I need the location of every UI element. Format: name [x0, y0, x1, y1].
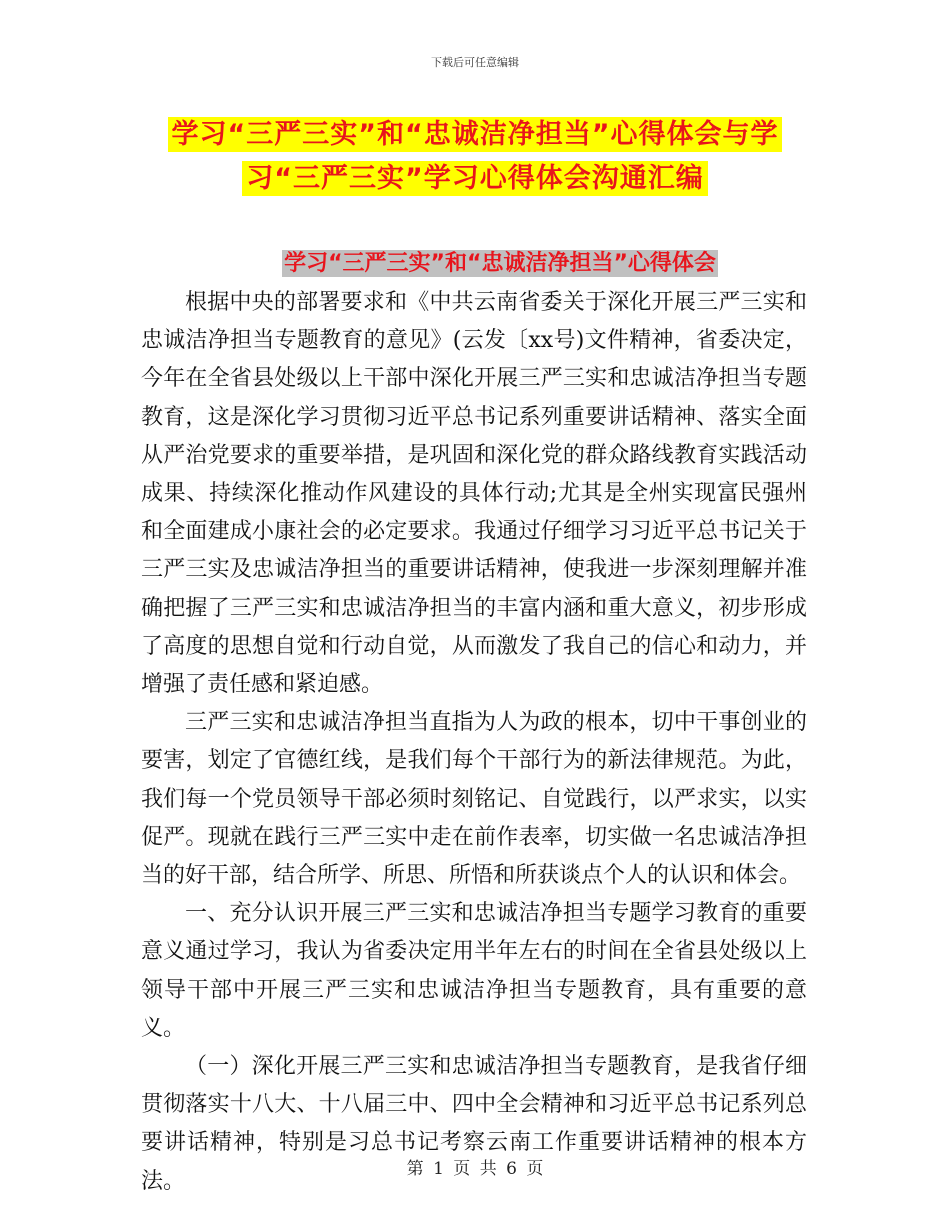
page-header-note: 下载后可任意编辑 — [431, 56, 519, 69]
body-paragraph-4: （一）深化开展三严三实和忠诚洁净担当专题教育，是我省仔细贯彻落实十八大、十八届三中、四中全会精神和习近平总书记系列总要讲话精神，特别是习总书记考察云南工作重要讲话精神的根本方法。 — [141, 1054, 807, 1194]
document-title-line-2 — [0, 156, 950, 195]
body-paragraph-2: 三严三实和忠诚洁净担当直指为人为政的根本，切中干事创业的要害，划定了官德红线，是我们每个干部行为的新法律规范。为此，我们每一个党员领导干部必须时刻铭记、自觉践行，以严求实，以实促严。现就在践行三严三实中走在前作表率，切实做一名忠诚洁净担当的好干部，结合所学、所思、所悟和所获谈点个人的认识和体会。 — [141, 710, 807, 889]
subtitle-text: 学习“三严三实”和“忠诚洁净担当”心得体会 — [284, 251, 716, 276]
document-title-line-1 — [0, 112, 950, 151]
body-paragraph-3: 一、充分认识开展三严三实和忠诚洁净担当专题学习教育的重要意义通过学习，我认为省委决定用半年左右的时间在全省县处级以上领导干部中开展三严三实和忠诚洁净担当专题教育，具有重要的意义。 — [141, 901, 807, 1041]
section-subtitle — [0, 246, 950, 277]
body-paragraph-1: 根据中央的部署要求和《中共云南省委关于深化开展三严三实和忠诚洁净担当专题教育的意见》(云发〔xx号)文件精神，省委决定，今年在全省县处级以上干部中深化开展三严三实和忠诚洁净担当专题教育，这是深化学习贯彻习近平总书记系列重要讲话精神、落实全面从严治党要求的重要举措，是巩固和深化党的群众路线教育实践活动成果、持续深化推动作风建设的具体行动;尤其是全州实现富民强州和全面建成小康社会的必定要求。我通过仔细学习习近平总书记关于三严三实及忠诚洁净担当的重要讲话精神，使我进一步深刻理解并准确把握了三严三实和忠诚洁净担当的丰富内涵和重大意义，初步形成了高度的思想自觉和行动自觉，从而激发了我自己的信心和动力，并增强了责任感和紧迫感。 — [141, 290, 807, 698]
document-body — [141, 284, 807, 1201]
page-number-footer: 第 1 页 共 6 页 — [406, 1159, 544, 1179]
title-line-2-text: 习“三严三实”学习心得体会沟通汇编 — [242, 161, 708, 196]
title-line-1-text: 学习“三严三实”和“忠诚洁净担当”心得体会与学 — [168, 117, 783, 152]
